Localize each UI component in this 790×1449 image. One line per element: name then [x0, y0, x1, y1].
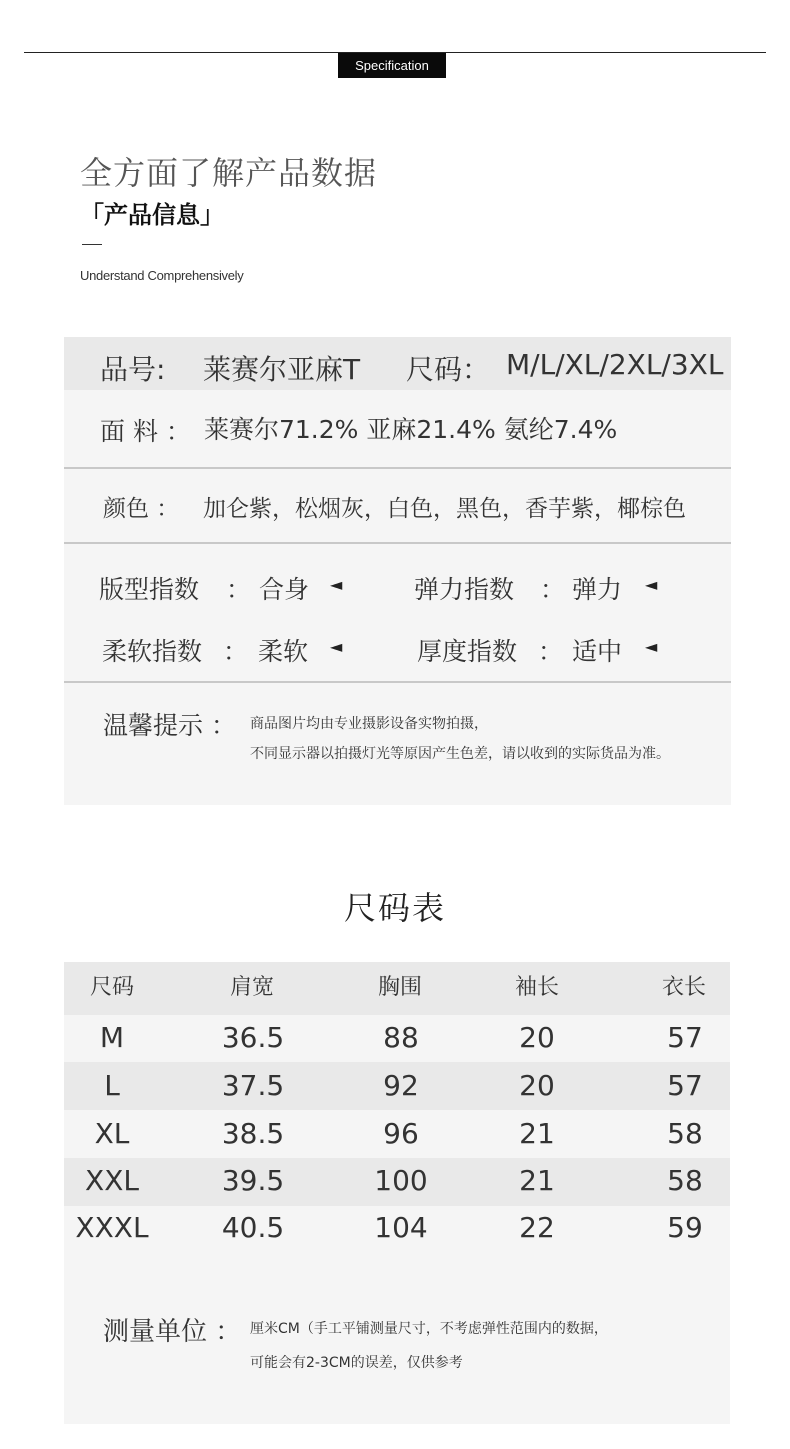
cell-shoulder: 36.5 — [221, 1021, 285, 1054]
row-divider — [64, 467, 731, 469]
header-length: 衣长 — [662, 975, 707, 1000]
fit-indicator-icon: ◄ — [330, 575, 343, 594]
english-caption: Understand Comprehensively — [80, 268, 244, 283]
unit-note-1: 厘米CM（手工平铺测量尺寸，不考虑弹性范围内的数据， — [250, 1321, 608, 1337]
header-chest: 胸围 — [378, 975, 423, 1000]
thickness-indicator-icon: ◄ — [645, 637, 658, 656]
cell-length: 59 — [667, 1211, 703, 1244]
elastic-index-label: 弹力指数 — [414, 575, 515, 604]
tip-label: 温馨提示 ： — [103, 711, 236, 740]
thickness-colon: ： — [538, 637, 564, 666]
tip-line-2: 不同显示器以拍摄灯光等原因产生色差，请以收到的实际货品为准。 — [250, 746, 670, 762]
cell-shoulder: 40.5 — [221, 1211, 285, 1244]
size-table-title: 尺码表 — [343, 889, 446, 927]
cell-sleeve: 20 — [519, 1021, 555, 1054]
soft-index-value: 柔软 — [258, 637, 309, 666]
unit-label: 测量单位 ： — [103, 1317, 242, 1347]
title-dash — [82, 244, 102, 245]
cell-sleeve: 21 — [519, 1117, 555, 1150]
cell-sleeve: 21 — [519, 1164, 555, 1197]
cell-length: 57 — [667, 1069, 703, 1102]
fabric-label: 面 料 ： — [100, 417, 191, 446]
header-sleeve: 袖长 — [515, 975, 560, 1000]
cell-chest: 92 — [383, 1069, 419, 1102]
header-size: 尺码 — [90, 975, 135, 1000]
fit-index-label: 版型指数 — [99, 575, 200, 604]
cell-size: XL — [94, 1117, 130, 1150]
cell-sleeve: 22 — [519, 1211, 555, 1244]
fit-index-value: 合身 — [259, 575, 310, 604]
cell-shoulder: 38.5 — [221, 1117, 285, 1150]
color-value: 加仑紫，松烟灰，白色，黑色，香芋紫，椰棕色 — [203, 496, 686, 522]
page-title: 全方面了解产品数据 — [80, 154, 378, 192]
page-subtitle: 「产品信息」 — [80, 201, 224, 229]
cell-length: 58 — [667, 1164, 703, 1197]
item-no-label: 品号: — [100, 353, 166, 386]
cell-sleeve: 20 — [519, 1069, 555, 1102]
soft-colon: ： — [223, 637, 249, 666]
unit-note-2: 可能会有2-3CM的误差，仅供参考 — [250, 1355, 463, 1371]
soft-indicator-icon: ◄ — [330, 637, 343, 656]
thickness-index-value: 适中 — [572, 637, 623, 666]
elastic-index-value: 弹力 — [572, 575, 623, 604]
cell-size: M — [99, 1021, 125, 1054]
cell-chest: 96 — [383, 1117, 419, 1150]
tip-line-1: 商品图片均由专业摄影设备实物拍摄， — [250, 716, 488, 732]
row-divider — [64, 681, 731, 683]
cell-shoulder: 39.5 — [221, 1164, 285, 1197]
thickness-index-label: 厚度指数 — [417, 637, 518, 666]
size-value: M/L/XL/2XL/3XL — [506, 348, 724, 381]
cell-length: 58 — [667, 1117, 703, 1150]
elastic-colon: ： — [540, 575, 566, 604]
item-no-value: 莱赛尔亚麻T — [203, 353, 361, 386]
row-divider — [64, 542, 731, 544]
cell-chest: 88 — [383, 1021, 419, 1054]
specification-tag: Specification — [338, 53, 446, 78]
soft-index-label: 柔软指数 — [102, 637, 203, 666]
cell-chest: 100 — [374, 1164, 428, 1197]
cell-length: 57 — [667, 1021, 703, 1054]
fabric-value: 莱赛尔71.2% 亚麻21.4% 氨纶7.4% — [204, 415, 618, 444]
cell-chest: 104 — [374, 1211, 428, 1244]
cell-shoulder: 37.5 — [221, 1069, 285, 1102]
cell-size: XXXL — [75, 1211, 149, 1244]
fit-colon: ： — [226, 575, 252, 604]
cell-size: L — [104, 1069, 120, 1102]
color-label: 颜色 ： — [103, 496, 180, 522]
cell-size: XXL — [85, 1164, 139, 1197]
size-label: 尺码： — [406, 353, 491, 386]
header-shoulder: 肩宽 — [230, 975, 275, 1000]
elastic-indicator-icon: ◄ — [645, 575, 658, 594]
